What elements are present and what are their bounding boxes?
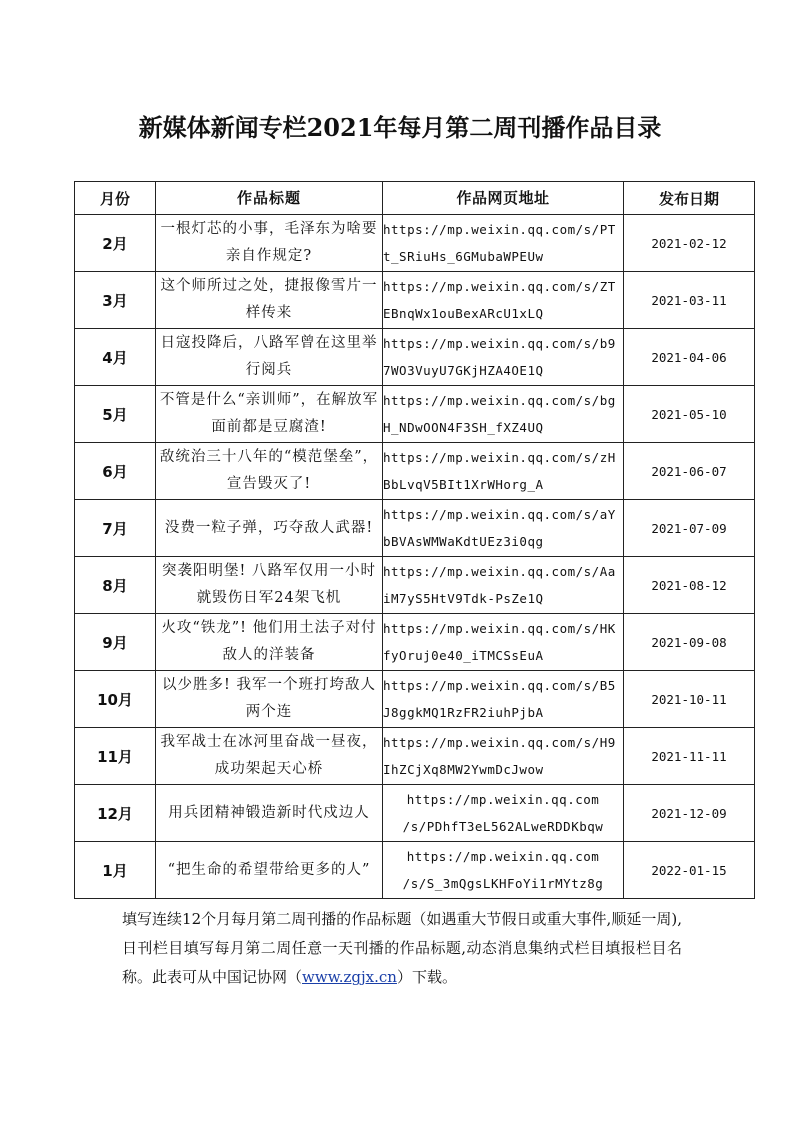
row-url: https://mp.weixin.qq.com/s/bgH_NDwOON4F3SH_fXZ4UQ <box>383 386 624 443</box>
table-row <box>75 614 755 671</box>
row-title: 日寇投降后，八路军曾在这里举行阅兵 <box>156 329 383 386</box>
table-row <box>75 443 755 500</box>
row-title: 以少胜多! 我军一个班打垮敌人两个连 <box>156 671 383 728</box>
row-date: 2021-04-06 <box>624 329 755 386</box>
row-date: 2021-08-12 <box>624 557 755 614</box>
table-row <box>75 842 755 899</box>
row-month: 6月 <box>75 443 156 500</box>
row-url <box>383 785 624 842</box>
table-row <box>75 785 755 842</box>
table-row <box>75 272 755 329</box>
row-date: 2021-02-12 <box>624 215 755 272</box>
row-date: 2021-06-07 <box>624 443 755 500</box>
row-date: 2022-01-15 <box>624 842 755 899</box>
row-title: 火攻“铁龙”! 他们用土法子对付敌人的洋装备 <box>156 614 383 671</box>
table-row <box>75 728 755 785</box>
row-url: https://mp.weixin.qq.com/s/zHBbLvqV5BIt1XrWHorg_A <box>383 443 624 500</box>
row-title: 不管是什么“亲训师”，在解放军面前都是豆腐渣! <box>156 386 383 443</box>
table-header-row <box>75 182 755 215</box>
row-date: 2021-07-09 <box>624 500 755 557</box>
row-url: https://mp.weixin.qq.com/s/H9IhZCjXq8MW2YwmDcJwow <box>383 728 624 785</box>
row-title: 没费一粒子弹，巧夺敌人武器! <box>156 500 383 557</box>
row-date: 2021-12-09 <box>624 785 755 842</box>
footnote-text: 填写连续12个月每月第二周刊播的作品标题（如遇重大节假日或重大事件,顺延一周),日刊栏目填写每月第二周任意一天刊播的作品标题,动态消息集纳式栏目填报栏目名称。此表可从中国记协网（ <box>122 910 682 986</box>
row-month: 5月 <box>75 386 156 443</box>
row-date: 2021-11-11 <box>624 728 755 785</box>
row-url: https://mp.weixin.qq.com/s/HKfyOruj0e40_iTMCSsEuA <box>383 614 624 671</box>
row-url-line1: https://mp.weixin.qq.com <box>406 792 600 807</box>
works-table <box>74 181 755 899</box>
row-month: 3月 <box>75 272 156 329</box>
row-title: 突袭阳明堡! 八路军仅用一小时就毁伤日军24架飞机 <box>156 557 383 614</box>
table-row <box>75 500 755 557</box>
page-title: 新媒体新闻专栏2021年每月第二周刊播作品目录 <box>138 113 662 142</box>
header-title: 作品标题 <box>156 182 383 215</box>
row-date: 2021-05-10 <box>624 386 755 443</box>
row-url: https://mp.weixin.qq.com/s/ZTEBnqWx1ouBexARcU1xLQ <box>383 272 624 329</box>
row-url-line1: https://mp.weixin.qq.com <box>406 849 600 864</box>
header-month: 月份 <box>75 182 156 215</box>
row-month: 8月 <box>75 557 156 614</box>
row-month: 7月 <box>75 500 156 557</box>
row-month: 10月 <box>75 671 156 728</box>
row-date: 2021-03-11 <box>624 272 755 329</box>
zgjx-link[interactable]: www.zgjx.cn <box>302 968 397 986</box>
row-url <box>383 842 624 899</box>
row-title: 这个师所过之处，捷报像雪片一样传来 <box>156 272 383 329</box>
row-title: 用兵团精神锻造新时代戍边人 <box>156 785 383 842</box>
header-date: 发布日期 <box>624 182 755 215</box>
row-month: 1月 <box>75 842 156 899</box>
row-month: 2月 <box>75 215 156 272</box>
row-month: 9月 <box>75 614 156 671</box>
row-url: https://mp.weixin.qq.com/s/aYbBVAsWMWaKdtUEz3i0qg <box>383 500 624 557</box>
row-url: https://mp.weixin.qq.com/s/b97WO3VuyU7GKjHZA4OE1Q <box>383 329 624 386</box>
row-date: 2021-09-08 <box>624 614 755 671</box>
row-date: 2021-10-11 <box>624 671 755 728</box>
row-month: 12月 <box>75 785 156 842</box>
footnote <box>122 905 682 992</box>
header-url: 作品网页地址 <box>383 182 624 215</box>
row-url: https://mp.weixin.qq.com/s/B5J8ggkMQ1RzFR2iuhPjbA <box>383 671 624 728</box>
row-month: 11月 <box>75 728 156 785</box>
table-row <box>75 671 755 728</box>
row-title: “把生命的希望带给更多的人” <box>156 842 383 899</box>
table-row <box>75 557 755 614</box>
row-url-line2: /s/PDhfT3eL562ALweRDDKbqw <box>402 819 604 834</box>
row-month: 4月 <box>75 329 156 386</box>
table-row <box>75 215 755 272</box>
row-url: https://mp.weixin.qq.com/s/PTt_SRiuHs_6GMubaWPEUw <box>383 215 624 272</box>
table-row <box>75 386 755 443</box>
row-url: https://mp.weixin.qq.com/s/AaiM7yS5HtV9Tdk-PsZe1Q <box>383 557 624 614</box>
row-url-line2: /s/S_3mQgsLKHFoYi1rMYtz8g <box>402 876 604 891</box>
row-title: 一根灯芯的小事，毛泽东为啥要亲自作规定? <box>156 215 383 272</box>
table-row <box>75 329 755 386</box>
footnote-suffix: ）下载。 <box>396 968 457 986</box>
row-title: 我军战士在冰河里奋战一昼夜，成功架起天心桥 <box>156 728 383 785</box>
row-title: 敌统治三十八年的“模范堡垒”，宣告毁灭了! <box>156 443 383 500</box>
